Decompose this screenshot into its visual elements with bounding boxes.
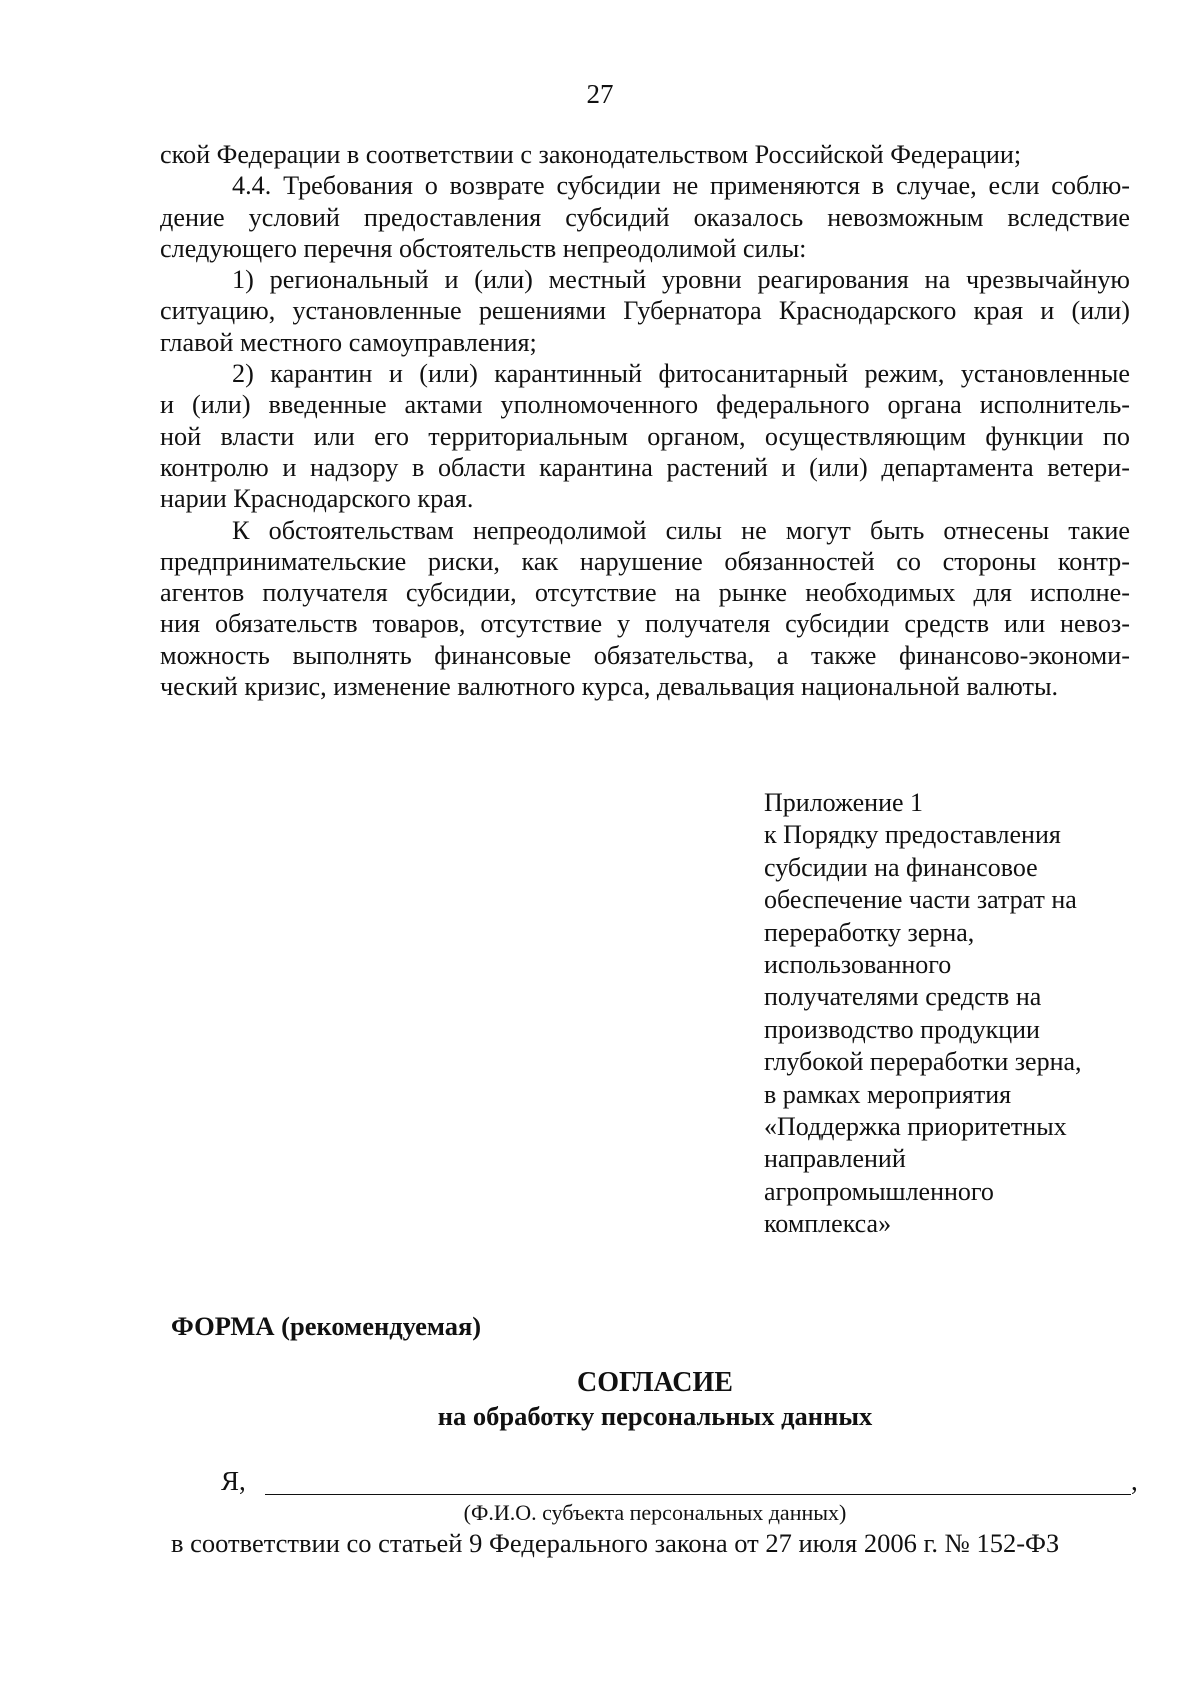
appendix-line: обеспечение части затрат на	[764, 885, 1077, 915]
paragraph-continuation	[160, 139, 1130, 170]
appendix-line: в рамках мероприятия	[764, 1079, 1012, 1109]
consent-subtitle: на обработку персональных данных	[437, 1401, 873, 1431]
text-line: главой местного самоуправления;	[160, 327, 537, 357]
body-text	[160, 139, 1130, 702]
appendix-line: переработку зерна,	[764, 917, 975, 947]
text-line: агентов получателя субсидии, отсутствие на рынке необходимых для исполне-	[160, 578, 1130, 608]
text-line: нарии Краснодарского края.	[160, 484, 474, 514]
name-caption: (Ф.И.О. субъекта персональных данных)	[463, 1500, 847, 1525]
name-fill-line	[221, 1464, 1141, 1500]
text-line: 4.4. Требования о возврате субсидии не применяются в случае, если соблю-	[232, 171, 1130, 201]
text-line: следующего перечня обстоятельств непреодолимой силы:	[160, 233, 807, 263]
appendix-line: комплекса»	[764, 1209, 892, 1239]
appendix-line: направлений	[764, 1144, 906, 1174]
text-line: контролю и надзору в области карантина растений и (или) департамента ветери-	[160, 452, 1130, 482]
name-prefix: Я,	[221, 1466, 246, 1496]
name-suffix: ,	[1131, 1466, 1138, 1496]
text-line: 2) карантин и (или) карантинный фитосанитарный режим, установленные	[232, 359, 1130, 389]
appendix-line: получателями средств на	[764, 982, 1042, 1012]
appendix-line: «Поддержка приоритетных	[764, 1112, 1067, 1142]
text-line: ской Федерации в соответствии с законодательством Российской Федерации;	[160, 140, 1022, 169]
appendix-line: к Порядку предоставления	[764, 820, 1061, 850]
appendix-line: производство продукции	[764, 1014, 1040, 1044]
text-line: 1) региональный и (или) местный уровни реагирования на чрезвычайную	[232, 265, 1130, 295]
appendix-block	[764, 787, 1164, 1241]
text-line: ческий кризис, изменение валютного курса, девальвация национальной валюты.	[160, 672, 1059, 702]
text-line: предпринимательские риски, как нарушение обязанностей со стороны контр-	[160, 546, 1130, 576]
consent-title: СОГЛАСИЕ	[577, 1367, 733, 1398]
list-item-2	[160, 358, 1130, 514]
text-line: можность выполнять финансовые обязательства, а также финансово-экономи-	[160, 640, 1130, 670]
text-line: ситуацию, установленные решениями Губернатора Краснодарского края и (или)	[160, 296, 1130, 326]
paragraph-force-majeure	[160, 515, 1130, 703]
appendix-line: использованного	[764, 950, 952, 980]
form-label: ФОРМА (рекомендуемая)	[171, 1311, 482, 1341]
text-line: дение условий предоставления субсидий оказалось невозможным вследствие	[160, 202, 1130, 232]
appendix-line: Приложение 1	[764, 788, 924, 817]
page-number: 27	[586, 79, 614, 109]
text-line: К обстоятельствам непреодолимой силы не могут быть отнесены такие	[232, 515, 1130, 545]
text-line: ния обязательств товаров, отсутствие у получателя субсидии средств или невоз-	[160, 609, 1130, 639]
text-line: ной власти или его территориальным органом, осуществляющим функции по	[160, 421, 1130, 451]
name-blank-field	[265, 1464, 1131, 1495]
paragraph-4-4	[160, 170, 1130, 264]
appendix-line: агропромышленного	[764, 1176, 994, 1206]
appendix-line: глубокой переработки зерна,	[764, 1047, 1082, 1077]
list-item-1	[160, 264, 1130, 358]
text-line: и (или) введенные актами уполномоченного федерального органа исполнитель-	[160, 390, 1130, 420]
appendix-line: субсидии на финансовое	[764, 852, 1038, 882]
law-reference-line: в соответствии со статьей 9 Федерального закона от 27 июля 2006 г. № 152-ФЗ	[171, 1528, 1060, 1558]
